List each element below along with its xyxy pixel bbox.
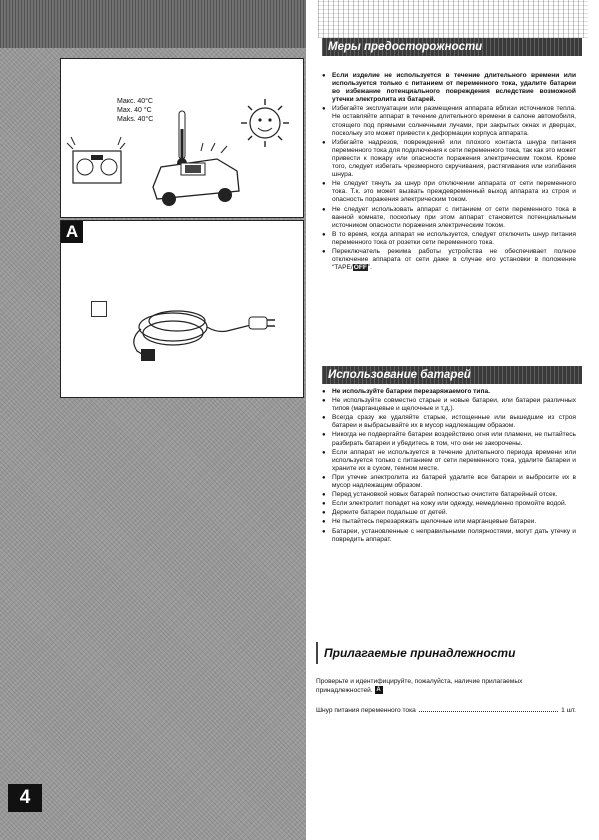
temp-label-en: Max. 40 °C [117,107,152,114]
scan-noise-strip [0,0,306,48]
page-number: 4 [8,784,42,812]
list-item: ● Избегайте эксплуатации или размещения аппарата вблизи источников тепла. Не оставляйте аппарат в течение длительного времени в салоне автомобиля, стоящего под прямыми солнечными лучами, при закрытых окнах и дверцах, поскольку это может привести к деформации корпуса аппарата. [322,105,576,137]
list-item: ● Всегда сразу же удаляйте старые, истощенные или вышедшие из строя батареи и выбрасывайте их в мусор надлежащим образом. [322,414,576,430]
list-item: ● Если изделие не используется в течение длительного времени или используется только с питанием от переменного тока, удалите батареи во избежание потенциального повреждения вследствие возможной утечки электролита из батарей. [322,72,576,104]
list-item: ● Если электролит попадет на кожу или одежду, немедленно промойте водой. [322,500,576,508]
list-item: ● Избегайте надрезов, повреждений или плохого контакта шнура питания переменного тока для подключения к сети переменного тока, так как это может привести к пожару или опасности поражения электрическим током. Кроме того, следует избегать чрезмерного скручивания, растягивания или изгибания шнура. [322,139,576,179]
temp-label-ru: Макс. 40°C [117,98,153,105]
accessory-label: Шнур питания переменного тока [316,707,416,714]
list-item-text: Переключатель режима работы устройства не обеспечивает полное отключение аппарата от сети даже в случае его установки в положение “TAPE/ [332,247,576,272]
list-item: ● В то время, когда аппарат не используется, следует отключить шнур питания переменного тока от розетки сети переменного тока. [322,231,576,247]
mode-chip: OFF [353,264,367,272]
accessories-intro [316,678,576,696]
batteries-list [322,388,576,545]
accessory-figure-a [60,220,304,398]
batteries-header: Использование батарей [322,366,582,384]
car-icon [153,143,239,206]
list-item: ● Не используйте батареи перезаряжаемого типа. [322,388,576,396]
thermometer-icon [177,111,187,168]
list-item: ● Никогда не подвергайте батареи воздействию огня или пламени, не пытайтесь разбирать батареи и убедитесь в том, что они не закорочены. [322,431,576,447]
leader-dots [419,706,558,712]
sun-icon [241,99,289,147]
ac-cord-drawing [61,221,303,397]
list-item [322,248,576,272]
accessories-intro-text: Проверьте и идентифицируйте, пожалуйста, наличие прилагаемых принадлежностей. [316,678,523,695]
list-item: ● При утечке электролита из батарей удалите все батареи и выбросите их в мусор надлежащим образом. [322,474,576,490]
temp-label-pl: Maks. 40°C [117,116,154,123]
figure-a-badge: A [61,221,83,243]
list-item: ● Батареи, установленные с неправильными полярностями, могут дать утечку и повредить аппарат. [322,528,576,544]
figure-a-ref: A [376,687,381,694]
stereo-icon [67,137,125,183]
scan-noise-top [318,0,588,38]
list-item: ● Не следует тянуть за шнур при отключении аппарата от сети переменного тока. Т.к. это может вызвать преждевременный выход аппарата из строя и опасность поражения электрическим током. [322,180,576,204]
heat-scene-drawing [61,59,303,217]
accessory-qty: 1 шт. [561,707,576,714]
precautions-header: Меры предосторожности [322,38,582,56]
list-item: ● Держите батареи подальше от детей. [322,509,576,517]
precautions-list [322,72,576,273]
list-item: ● Если аппарат не используется в течение длительного периода времени или используется только с питанием от сети переменного тока, удалите батареи и храните их в сухом, темном месте. [322,449,576,473]
accessories-header: Прилагаемые принадлежности [316,642,516,664]
list-item: ● Не следует использовать аппарат с питанием от сети переменного тока в ванной комнате, поскольку при этом аппарат становится потенциальным источником опасности поражения электрическим током. [322,206,576,230]
list-item: ● Не используйте совместно старые и новые батареи, или батареи различных типов (марганцевые и щелочные и т.д.). [322,397,576,413]
heat-warning-illustration [60,58,304,218]
list-item: ● Не пытайтесь перезаряжать щелочные или марганцевые батареи. [322,518,576,526]
list-item: ● Перед установкой новых батарей полностью очистите батарейный отсек. [322,491,576,499]
text-column [312,0,594,840]
accessory-row [316,706,576,715]
list-item-tail: ”. [367,264,372,272]
plug-icon [141,317,275,361]
